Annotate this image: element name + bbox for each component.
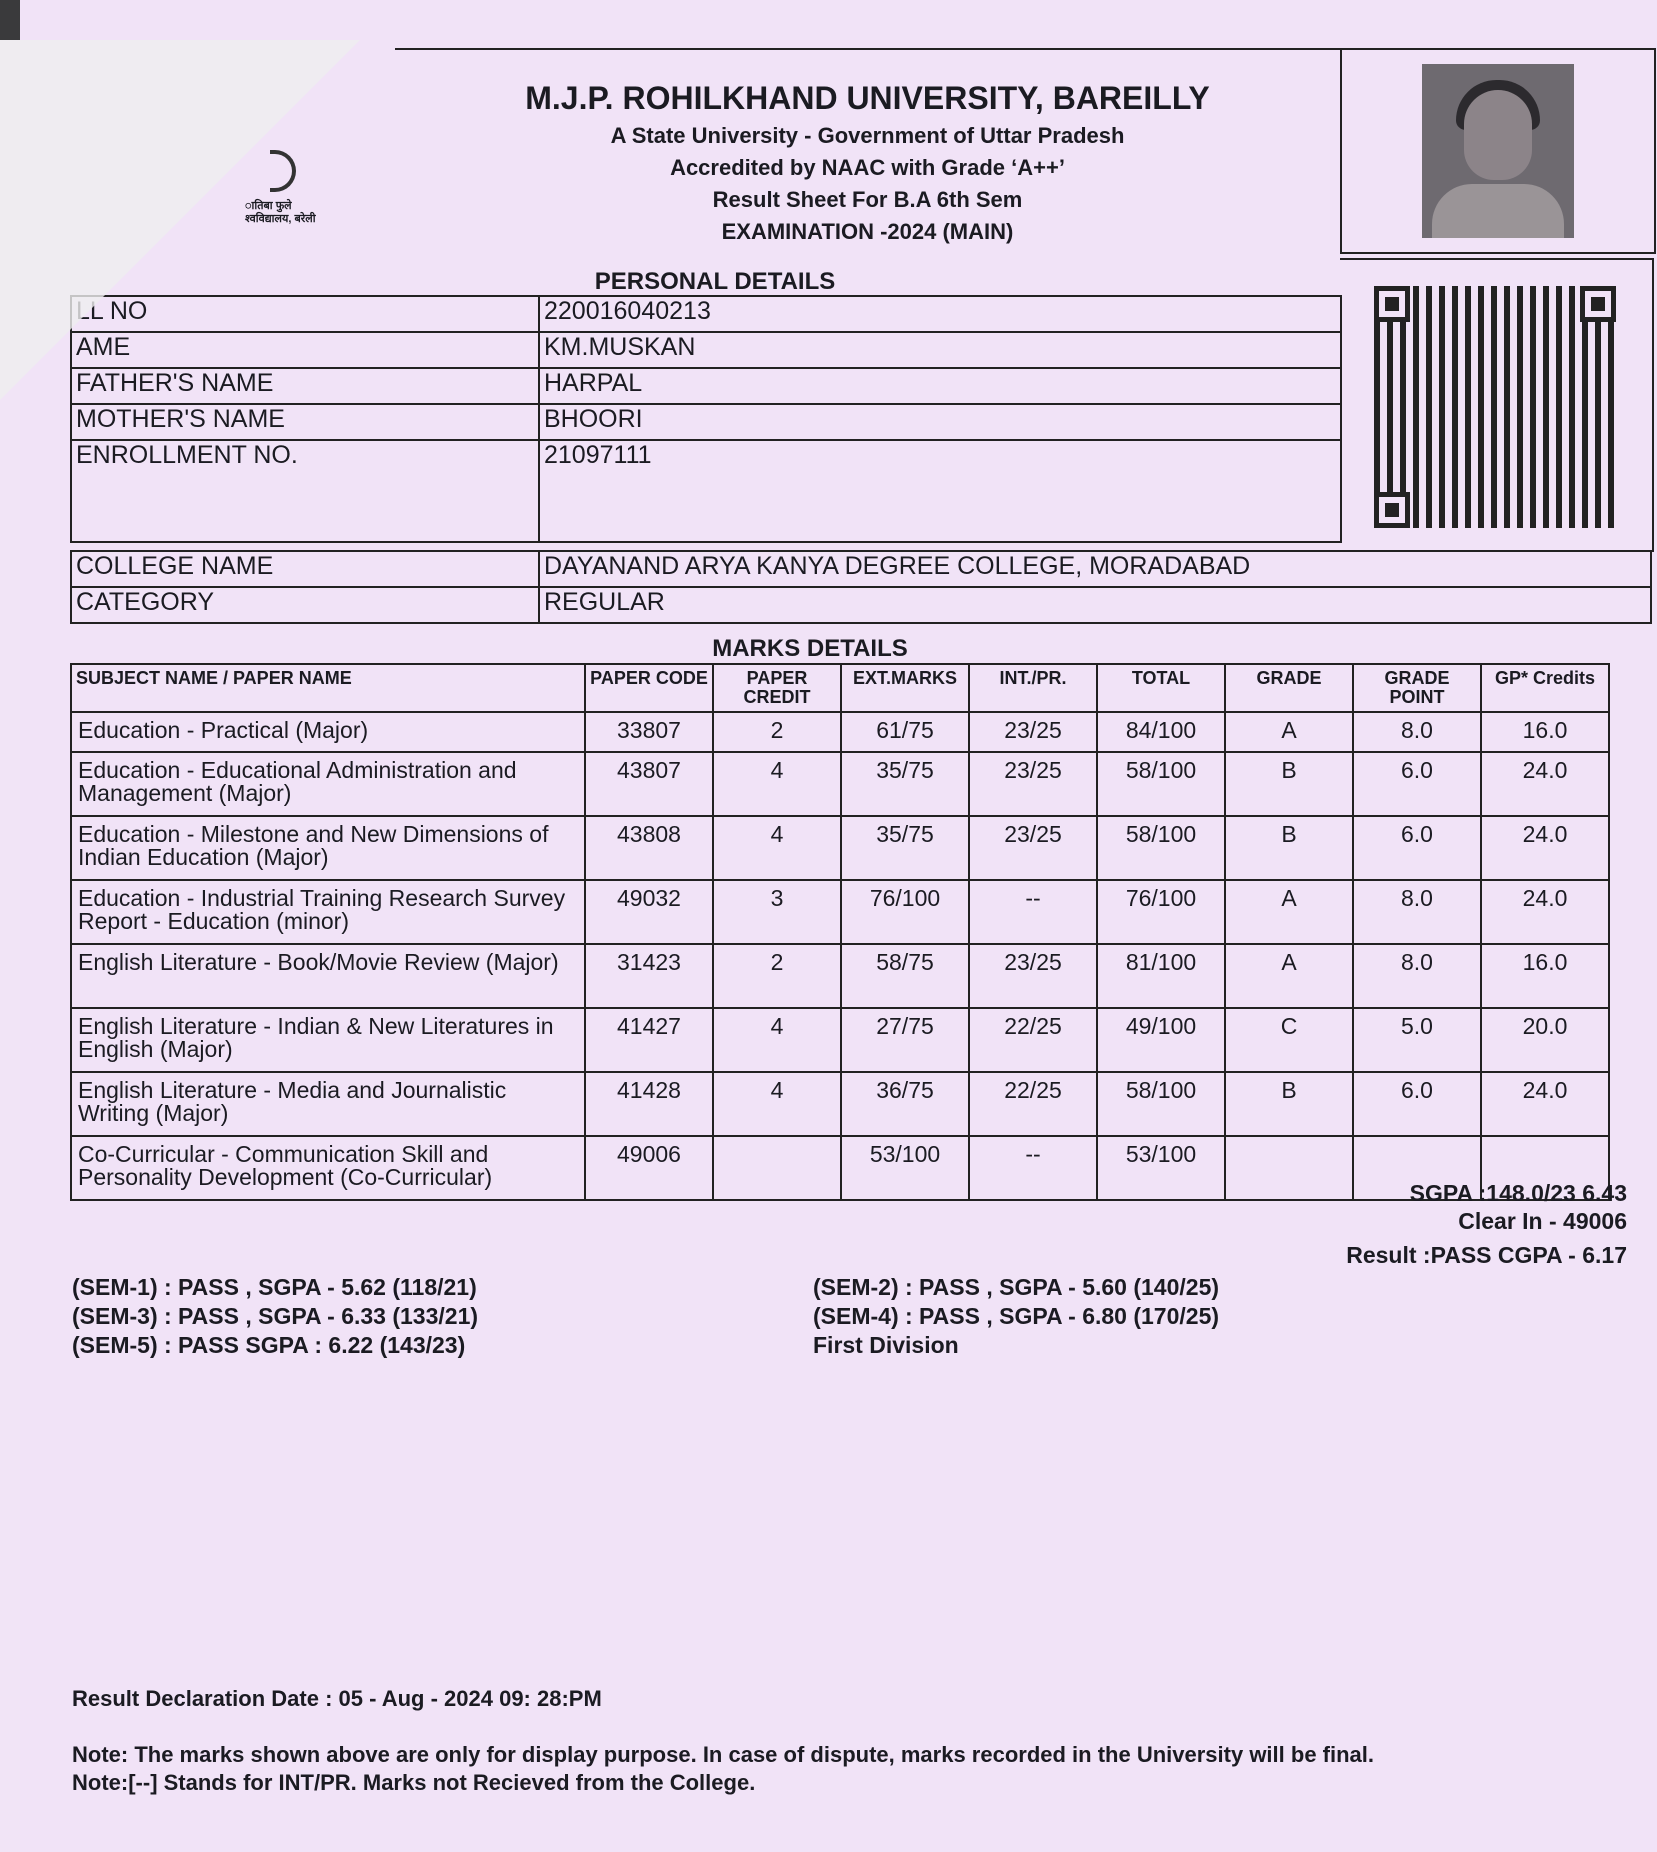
row-label: CATEGORY bbox=[71, 587, 539, 623]
table-row bbox=[71, 587, 1651, 623]
table-cell: 43807 bbox=[585, 752, 713, 816]
table-cell: 61/75 bbox=[841, 712, 969, 752]
table-cell: A bbox=[1225, 944, 1353, 1008]
sem4-result: (SEM-4) : PASS , SGPA - 6.80 (170/25) bbox=[813, 1303, 1220, 1329]
table-cell: 6.0 bbox=[1353, 816, 1481, 880]
row-value: BHOORI bbox=[539, 404, 1341, 440]
table-cell: English Literature - Book/Movie Review (Major) bbox=[71, 944, 585, 1008]
table-row bbox=[71, 880, 1609, 944]
table-cell: 35/75 bbox=[841, 816, 969, 880]
table-cell: 53/100 bbox=[841, 1136, 969, 1200]
table-cell: Education - Educational Administration and Management (Major) bbox=[71, 752, 585, 816]
row-value: KM.MUSKAN bbox=[539, 332, 1341, 368]
result-sheet-title: Result Sheet For B.A 6th Sem bbox=[712, 187, 1023, 212]
table-cell: 8.0 bbox=[1353, 944, 1481, 1008]
note-display: Note: The marks shown above are only for display purpose. In case of dispute, marks recorded in the University will be final. bbox=[72, 1742, 1375, 1767]
marks-details-title: MARKS DETAILS bbox=[712, 635, 908, 662]
table-cell: 20.0 bbox=[1481, 1008, 1609, 1072]
table-cell: 58/100 bbox=[1097, 816, 1225, 880]
table-cell: 41428 bbox=[585, 1072, 713, 1136]
table-cell: 4 bbox=[713, 1008, 841, 1072]
logo-caption: ातिबा फुले श्वविद्यालय, बरेली bbox=[245, 200, 316, 225]
table-cell: 81/100 bbox=[1097, 944, 1225, 1008]
table-cell: 23/25 bbox=[969, 944, 1097, 1008]
table-row bbox=[71, 440, 1341, 542]
table-cell: 24.0 bbox=[1481, 880, 1609, 944]
table-cell: 8.0 bbox=[1353, 880, 1481, 944]
row-value: REGULAR bbox=[539, 587, 1651, 623]
table-cell: 4 bbox=[713, 752, 841, 816]
personal-details-title: PERSONAL DETAILS bbox=[594, 268, 836, 295]
table-cell: 43808 bbox=[585, 816, 713, 880]
table-cell: 58/100 bbox=[1097, 752, 1225, 816]
table-cell: 35/75 bbox=[841, 752, 969, 816]
state-line: A State University - Government of Uttar Pradesh bbox=[610, 123, 1125, 148]
table-cell: 49006 bbox=[585, 1136, 713, 1200]
table-cell: 53/100 bbox=[1097, 1136, 1225, 1200]
note-int-pr: Note:[--] Stands for INT/PR. Marks not Recieved from the College. bbox=[72, 1770, 756, 1795]
sgpa-summary: SGPA :148.0/23 6.43 bbox=[1409, 1180, 1627, 1206]
qr-cell bbox=[1340, 258, 1654, 552]
division: First Division bbox=[813, 1332, 959, 1358]
col-paper-code: PAPER CODE bbox=[585, 664, 713, 712]
table-cell: 33807 bbox=[585, 712, 713, 752]
table-row bbox=[71, 551, 1651, 587]
table-row bbox=[71, 816, 1609, 880]
table-cell: B bbox=[1225, 1072, 1353, 1136]
row-value: HARPAL bbox=[539, 368, 1341, 404]
table-cell: 49032 bbox=[585, 880, 713, 944]
table-cell: -- bbox=[969, 1136, 1097, 1200]
table-row bbox=[71, 944, 1609, 1008]
table-cell: English Literature - Media and Journalistic Writing (Major) bbox=[71, 1072, 585, 1136]
table-cell: English Literature - Indian & New Literatures in English (Major) bbox=[71, 1008, 585, 1072]
table-cell: 4 bbox=[713, 816, 841, 880]
college-details-table bbox=[70, 550, 1652, 624]
table-cell bbox=[713, 1136, 841, 1200]
table-cell: 84/100 bbox=[1097, 712, 1225, 752]
table-cell: 4 bbox=[713, 1072, 841, 1136]
table-cell: 24.0 bbox=[1481, 752, 1609, 816]
marks-table bbox=[70, 663, 1610, 1201]
result-cgpa: Result :PASS CGPA - 6.17 bbox=[1346, 1242, 1627, 1268]
semester-results-right bbox=[813, 1273, 1219, 1360]
table-cell: B bbox=[1225, 816, 1353, 880]
table-row bbox=[71, 1072, 1609, 1136]
accreditation: Accredited by NAAC with Grade ‘A++’ bbox=[670, 155, 1065, 180]
col-subject: SUBJECT NAME / PAPER NAME bbox=[71, 664, 585, 712]
header bbox=[395, 48, 1340, 260]
table-cell: 76/100 bbox=[1097, 880, 1225, 944]
student-photo bbox=[1422, 64, 1574, 238]
sem3-result: (SEM-3) : PASS , SGPA - 6.33 (133/21) bbox=[72, 1303, 479, 1329]
sem2-result: (SEM-2) : PASS , SGPA - 5.60 (140/25) bbox=[813, 1274, 1220, 1300]
table-cell: 8.0 bbox=[1353, 712, 1481, 752]
table-cell: 36/75 bbox=[841, 1072, 969, 1136]
table-cell bbox=[1225, 1136, 1353, 1200]
table-row bbox=[71, 712, 1609, 752]
row-value: 220016040213 bbox=[539, 296, 1341, 332]
clear-in: Clear In - 49006 bbox=[1458, 1208, 1627, 1234]
university-name: M.J.P. ROHILKHAND UNIVERSITY, BAREILLY bbox=[525, 80, 1210, 116]
examination-title: EXAMINATION -2024 (MAIN) bbox=[721, 219, 1014, 244]
table-row bbox=[71, 752, 1609, 816]
folded-corner bbox=[0, 40, 360, 400]
table-header-row bbox=[71, 664, 1609, 712]
table-cell: 6.0 bbox=[1353, 752, 1481, 816]
table-cell: 16.0 bbox=[1481, 712, 1609, 752]
table-cell: 31423 bbox=[585, 944, 713, 1008]
table-cell: 5.0 bbox=[1353, 1008, 1481, 1072]
row-label: MOTHER'S NAME bbox=[71, 404, 539, 440]
sem1-result: (SEM-1) : PASS , SGPA - 5.62 (118/21) bbox=[72, 1274, 477, 1300]
table-cell: Co-Curricular - Communication Skill and Personality Development (Co-Curricular) bbox=[71, 1136, 585, 1200]
table-cell: 24.0 bbox=[1481, 816, 1609, 880]
table-cell: 6.0 bbox=[1353, 1072, 1481, 1136]
row-label: FATHER'S NAME bbox=[71, 368, 539, 404]
col-total: TOTAL bbox=[1097, 664, 1225, 712]
semester-results-left bbox=[72, 1273, 478, 1360]
table-cell: A bbox=[1225, 880, 1353, 944]
table-cell: Education - Industrial Training Research Survey Report - Education (minor) bbox=[71, 880, 585, 944]
row-value: 21097111 bbox=[539, 440, 1341, 542]
table-cell: Education - Practical (Major) bbox=[71, 712, 585, 752]
col-grade-point: GRADE POINT bbox=[1353, 664, 1481, 712]
table-cell: 58/100 bbox=[1097, 1072, 1225, 1136]
col-ext-marks: EXT.MARKS bbox=[841, 664, 969, 712]
col-paper-credit: PAPER CREDIT bbox=[713, 664, 841, 712]
table-cell: 49/100 bbox=[1097, 1008, 1225, 1072]
sem5-result: (SEM-5) : PASS SGPA : 6.22 (143/23) bbox=[72, 1332, 466, 1358]
photo-frame bbox=[1340, 48, 1656, 254]
col-grade: GRADE bbox=[1225, 664, 1353, 712]
table-cell: 22/25 bbox=[969, 1072, 1097, 1136]
table-cell: 41427 bbox=[585, 1008, 713, 1072]
table-cell: 2 bbox=[713, 944, 841, 1008]
table-cell: 27/75 bbox=[841, 1008, 969, 1072]
table-row bbox=[71, 1008, 1609, 1072]
col-int-pr: INT./PR. bbox=[969, 664, 1097, 712]
row-label: ENROLLMENT NO. bbox=[71, 440, 539, 542]
row-label: AME bbox=[71, 332, 539, 368]
col-gp-credits: GP* Credits bbox=[1481, 664, 1609, 712]
table-cell: 76/100 bbox=[841, 880, 969, 944]
table-cell: 2 bbox=[713, 712, 841, 752]
table-cell: 23/25 bbox=[969, 816, 1097, 880]
table-cell: 22/25 bbox=[969, 1008, 1097, 1072]
table-cell: 3 bbox=[713, 880, 841, 944]
table-cell: 58/75 bbox=[841, 944, 969, 1008]
table-row bbox=[71, 404, 1341, 440]
table-cell: A bbox=[1225, 712, 1353, 752]
table-cell: 23/25 bbox=[969, 752, 1097, 816]
qr-code-icon bbox=[1374, 286, 1616, 528]
declaration-date: Result Declaration Date : 05 - Aug - 2024 09: 28:PM bbox=[72, 1686, 602, 1711]
table-row bbox=[71, 1136, 1609, 1200]
row-value: DAYANAND ARYA KANYA DEGREE COLLEGE, MORADABAD bbox=[539, 551, 1651, 587]
table-cell: 24.0 bbox=[1481, 1072, 1609, 1136]
row-label: COLLEGE NAME bbox=[71, 551, 539, 587]
table-cell: -- bbox=[969, 880, 1097, 944]
table-cell: 23/25 bbox=[969, 712, 1097, 752]
table-cell: 16.0 bbox=[1481, 944, 1609, 1008]
table-cell: B bbox=[1225, 752, 1353, 816]
row-label: LL NO bbox=[71, 296, 539, 332]
table-cell: Education - Milestone and New Dimensions of Indian Education (Major) bbox=[71, 816, 585, 880]
table-cell: C bbox=[1225, 1008, 1353, 1072]
